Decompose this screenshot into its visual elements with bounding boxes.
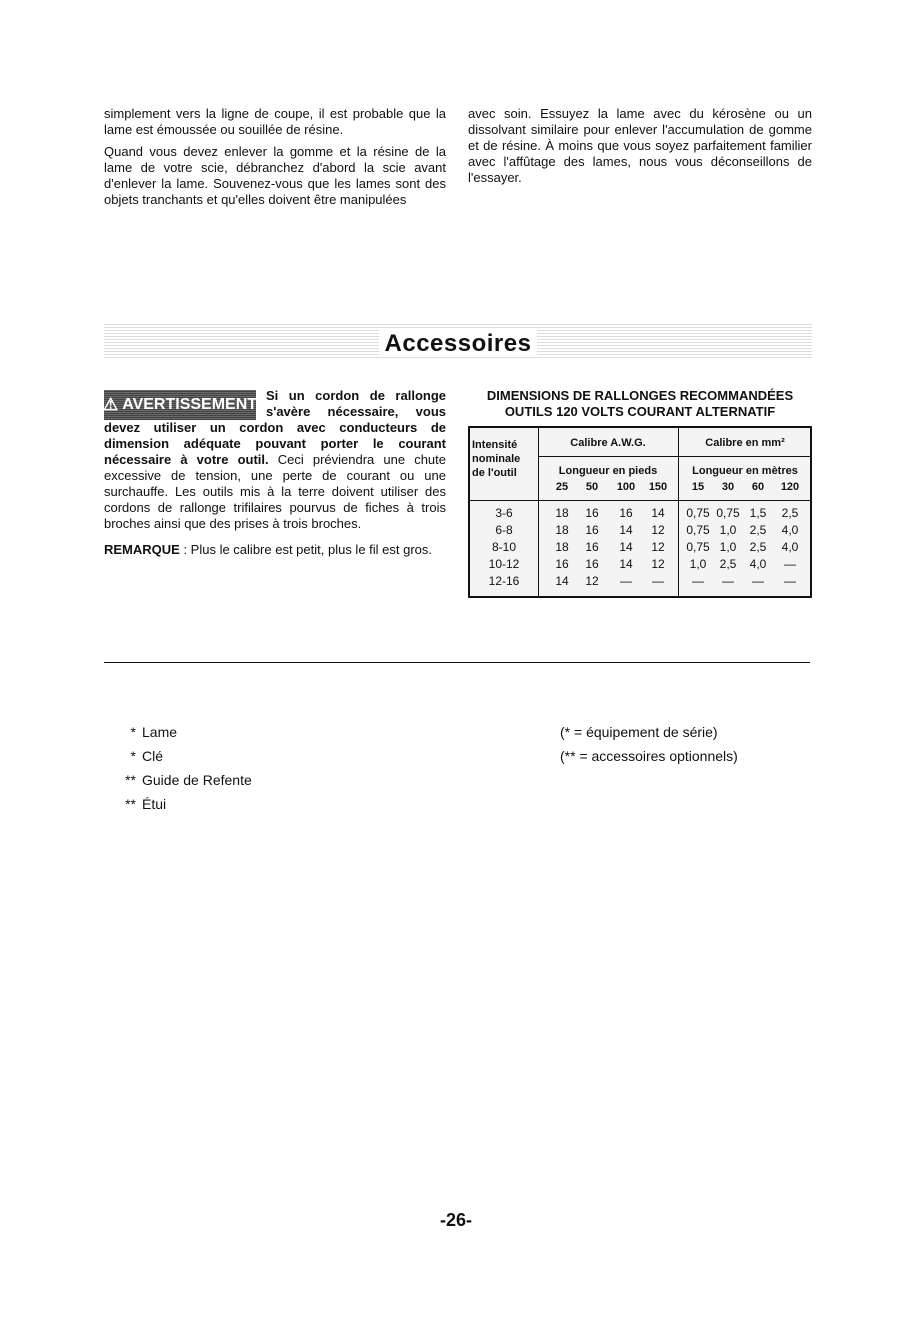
table-cell-awg: 12 bbox=[651, 557, 665, 571]
table-cell-mm: 1,0 bbox=[719, 540, 737, 554]
warning-body-text: Ceci préviendra une chute excessive de tension, une perte de courant ou une surchauffe. Les outils mis à la terre doivent utiliser des cordons de rallonge trifilaires pourvus de fiches à trois broches ainsi que des prises à trois broches. bbox=[104, 452, 446, 531]
col-header-amps bbox=[472, 438, 536, 480]
table-title-line: OUTILS 120 VOLTS COURANT ALTERNATIF bbox=[504, 404, 776, 419]
table-cell-awg: 16 bbox=[555, 557, 569, 571]
table-cell-amps: 3-6 bbox=[495, 506, 513, 520]
table-cell-awg: 14 bbox=[651, 506, 665, 520]
header-line: nominale bbox=[472, 453, 521, 465]
paragraph: simplement vers la ligne de coupe, il est probable que la lame est émoussée ou souillée de résine. bbox=[104, 106, 446, 137]
accessory-item bbox=[116, 792, 252, 816]
page-number: -26- bbox=[439, 1210, 472, 1230]
table-cell-awg: 12 bbox=[651, 540, 665, 554]
warning-triangle-icon: ⚠ bbox=[102, 395, 119, 414]
table-cell-mm: 2,5 bbox=[749, 523, 767, 537]
left-column-top-text bbox=[104, 106, 446, 214]
accessory-item bbox=[116, 720, 252, 744]
accessory-mark: ** bbox=[125, 796, 136, 812]
accessories-list bbox=[116, 720, 252, 816]
table-cell-awg: 16 bbox=[585, 506, 599, 520]
table-cell-mm: 2,5 bbox=[781, 506, 799, 520]
table-cell-awg: — bbox=[620, 574, 632, 588]
table-cell-awg: 12 bbox=[585, 574, 599, 588]
table-title-line: DIMENSIONS DE RALLONGES RECOMMANDÉES bbox=[486, 388, 794, 403]
note bbox=[104, 542, 446, 558]
table-divider bbox=[538, 456, 810, 457]
table-cell-awg: 14 bbox=[555, 574, 569, 588]
section-title-text: Accessoires bbox=[379, 330, 538, 357]
note-text: : Plus le calibre est petit, plus le fil est gros. bbox=[179, 542, 433, 557]
table-cell-mm: 2,5 bbox=[749, 540, 767, 554]
table-cell-mm: 0,75 bbox=[686, 506, 710, 520]
table-cell-awg: 16 bbox=[585, 557, 599, 571]
table-cell-mm: 0,75 bbox=[686, 523, 710, 537]
table-cell-mm: — bbox=[784, 574, 796, 588]
table-cell-mm: 0,75 bbox=[716, 506, 740, 520]
header-line: de l'outil bbox=[472, 467, 517, 479]
warning-badge bbox=[104, 390, 256, 420]
feet-length: 100 bbox=[616, 481, 636, 493]
accessory-mark: * bbox=[130, 748, 136, 764]
col-header-awg: Calibre A.W.G. bbox=[570, 437, 646, 449]
right-column-top-text bbox=[468, 106, 812, 192]
subheader-meters: Longueur en mètres bbox=[692, 465, 798, 477]
table-title bbox=[468, 388, 812, 420]
table-cell-mm: 1,5 bbox=[749, 506, 767, 520]
warning-block bbox=[104, 388, 446, 558]
table-cell-awg: 14 bbox=[619, 540, 633, 554]
table-cell-awg: 16 bbox=[619, 506, 633, 520]
accessory-mark: ** bbox=[125, 772, 136, 788]
accessory-mark: * bbox=[130, 724, 136, 740]
accessory-name: Lame bbox=[142, 724, 178, 740]
table-cell-mm: — bbox=[722, 574, 734, 588]
table-cell-awg: 18 bbox=[555, 540, 569, 554]
table-cell-awg: 14 bbox=[619, 523, 633, 537]
table-cell-mm: 1,0 bbox=[719, 523, 737, 537]
accessory-name: Clé bbox=[142, 748, 164, 764]
table-cell-mm: — bbox=[752, 574, 764, 588]
table-cell-amps: 10-12 bbox=[488, 557, 520, 571]
table-cell-mm: 4,0 bbox=[781, 540, 799, 554]
table-cell-awg: 12 bbox=[651, 523, 665, 537]
table-divider bbox=[470, 500, 810, 501]
feet-length: 25 bbox=[555, 481, 569, 493]
table-cell-amps: 8-10 bbox=[491, 540, 517, 554]
legend bbox=[560, 720, 738, 768]
table-cell-awg: 18 bbox=[555, 506, 569, 520]
note-label: REMARQUE bbox=[104, 542, 180, 557]
meter-length: 30 bbox=[721, 481, 735, 493]
table-cell-amps: 12-16 bbox=[488, 574, 520, 588]
section-header-band bbox=[104, 322, 812, 360]
paragraph: avec soin. Essuyez la lame avec du kérosène ou un dissolvant similaire pour enlever l'accumulation de gomme et de résine. À moins que vous soyez parfaitement familier avec l'affûtage des lames, nous vous déconseillons de l'essayer. bbox=[468, 106, 812, 185]
section-title bbox=[104, 330, 812, 358]
paragraph: Quand vous devez enlever la gomme et la résine de la lame de votre scie, débranchez d'abord la scie avant d'enlever la lame. Souvenez-vous que les lames sont des objets tranchants et qu'elles doivent être manipulées bbox=[104, 144, 446, 207]
col-header-mm: Calibre en mm² bbox=[705, 437, 785, 449]
divider-line bbox=[104, 662, 810, 663]
table-divider bbox=[678, 428, 679, 596]
meter-length: 120 bbox=[780, 481, 800, 493]
table-cell-mm: 0,75 bbox=[686, 540, 710, 554]
accessory-item bbox=[116, 768, 252, 792]
accessory-item bbox=[116, 744, 252, 768]
feet-length: 150 bbox=[648, 481, 668, 493]
table-cell-mm: 2,5 bbox=[719, 557, 737, 571]
table-cell-awg: 14 bbox=[619, 557, 633, 571]
legend-optional: (** = accessoires optionnels) bbox=[560, 748, 738, 764]
table-cell-amps: 6-8 bbox=[495, 523, 513, 537]
table-cell-awg: 18 bbox=[555, 523, 569, 537]
warning-badge-label: AVERTISSEMENT bbox=[122, 396, 258, 413]
accessory-name: Étui bbox=[142, 796, 167, 812]
table-cell-mm: 1,0 bbox=[689, 557, 707, 571]
table-cell-mm: — bbox=[692, 574, 704, 588]
header-line: Intensité bbox=[472, 439, 518, 451]
table-divider bbox=[538, 428, 539, 596]
meter-length: 60 bbox=[751, 481, 765, 493]
table-cell-awg: 16 bbox=[585, 540, 599, 554]
table-cell-mm: 4,0 bbox=[781, 523, 799, 537]
accessory-name: Guide de Refente bbox=[142, 772, 252, 788]
table-cell-awg: 16 bbox=[585, 523, 599, 537]
legend-standard: (* = équipement de série) bbox=[560, 724, 718, 740]
table-cell-mm: 4,0 bbox=[749, 557, 767, 571]
extension-cord-table bbox=[468, 426, 812, 598]
table-cell-mm: — bbox=[784, 557, 796, 571]
warning-bold-text: Si un cordon de rallonge s'avère nécessaire, vous devez utiliser un cordon avec conducteurs de dimension adéquate pouvant porter le courant nécessaire à votre outil. bbox=[104, 388, 446, 467]
meter-length: 15 bbox=[691, 481, 705, 493]
feet-length: 50 bbox=[585, 481, 599, 493]
table-cell-awg: — bbox=[652, 574, 664, 588]
subheader-feet: Longueur en pieds bbox=[558, 465, 658, 477]
